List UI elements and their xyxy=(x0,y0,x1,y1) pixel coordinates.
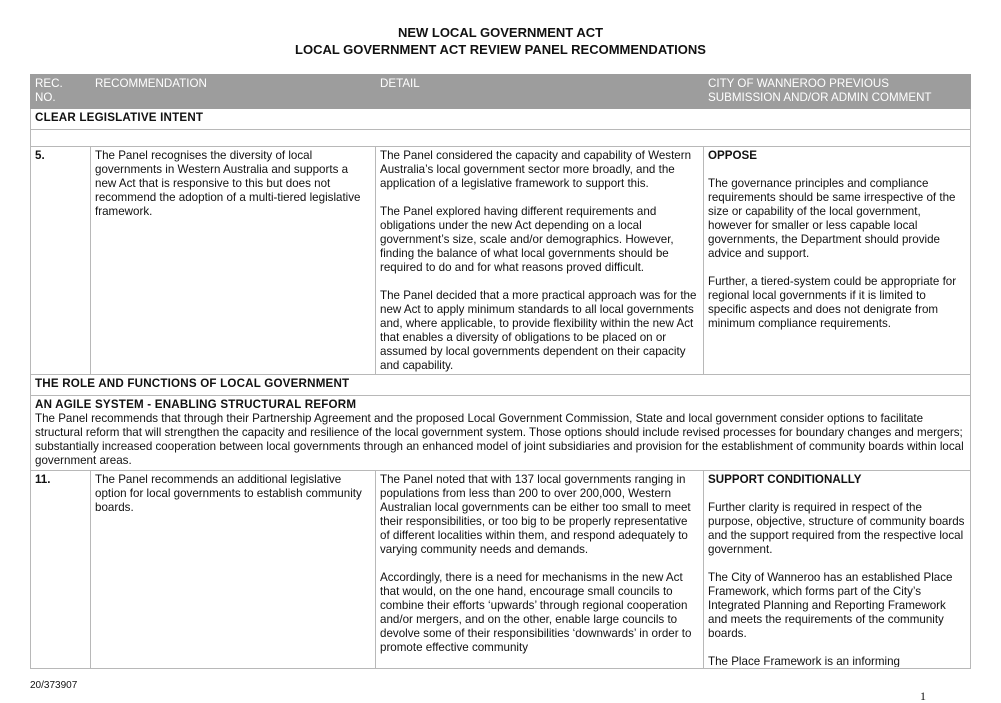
position-label: OPPOSE xyxy=(708,149,757,162)
comment-cell-clip xyxy=(708,473,965,667)
header-comment-line2: SUBMISSION AND/OR ADMIN COMMENT xyxy=(708,91,932,104)
document-subtitle: LOCAL GOVERNMENT ACT REVIEW PANEL RECOMMENDATIONS xyxy=(295,42,706,57)
table-row-rec-11 xyxy=(31,471,971,669)
rec-number: 11. xyxy=(31,471,91,669)
detail-paragraph: The Panel explored having different requirements and obligations under the new Act depending on a local government’s size, scale and/or demographics. However, finding the balance of what local governments should be required to do and for what reasons proved difficult. xyxy=(380,205,674,274)
header-detail: DETAIL xyxy=(376,75,704,109)
table-row-rec-5 xyxy=(31,147,971,375)
header-recommendation: RECOMMENDATION xyxy=(91,75,376,109)
recommendations-table xyxy=(30,74,971,669)
comment-paragraph: The Place Framework is an informing xyxy=(708,655,901,667)
header-rec-no xyxy=(31,75,91,109)
detail-paragraph: Accordingly, there is a need for mechanisms in the new Act that would, on the one hand, encourage small councils to combine their efforts ‘upwards’ through regional cooperation and/or mergers, and on the other, enable large councils to devolve some of their responsibilities ‘downwards’ in order to promote effective community xyxy=(380,571,692,654)
header-rec-no-line1: REC. xyxy=(35,77,63,90)
section-block xyxy=(31,396,971,471)
section-row-agile-system xyxy=(31,396,971,471)
document-title: NEW LOCAL GOVERNMENT ACT xyxy=(397,25,604,40)
header-comment-line1: CITY OF WANNEROO PREVIOUS xyxy=(708,77,890,90)
detail-paragraph: The Panel considered the capacity and capability of Western Australia’s local government sector more broadly, and the application of a legislative framework to support this. xyxy=(380,149,692,190)
rec-number: 5. xyxy=(31,147,91,375)
page-number: 1 xyxy=(920,689,926,703)
recommendation-text: The Panel recognises the diversity of local governments in Western Australia and supports a new Act that is responsive to this but does not recommend the adoption of a multi-tiered legislative framework. xyxy=(91,147,376,375)
comment-paragraph: The governance principles and compliance requirements should be same irrespective of the size or capability of the local government, however for smaller or less capable local governments, the Department should provide advice and support. xyxy=(708,177,956,260)
detail-paragraph: The Panel noted that with 137 local governments ranging in populations from less than 200 to over 200,000, Western Australian local governments can be either too small to meet their responsibilities, or too big to be properly representative of different localities within them, and respond adequately to varying community needs and demands. xyxy=(380,473,691,556)
blank-row xyxy=(31,130,971,147)
recommendation-text: The Panel recommends an additional legislative option for local governments to establish community boards. xyxy=(91,471,376,669)
comment-paragraph: Further, a tiered-system could be appropriate for regional local governments if it is limited to specific aspects and does not denigrate from minimum compliance requirements. xyxy=(708,275,957,330)
header-comment xyxy=(704,75,971,109)
section-row-clear-legislative-intent xyxy=(31,109,971,130)
document-reference: 20/373907 xyxy=(30,680,78,691)
comment-cell xyxy=(704,471,971,669)
section-heading: CLEAR LEGISLATIVE INTENT xyxy=(31,109,971,130)
header-rec-no-line2: NO. xyxy=(35,91,56,104)
blank-cell xyxy=(31,130,971,147)
detail-cell xyxy=(376,471,704,669)
section-row-role-and-functions xyxy=(31,375,971,396)
position-label: SUPPORT CONDITIONALLY xyxy=(708,473,862,486)
detail-cell xyxy=(376,147,704,375)
section-heading: THE ROLE AND FUNCTIONS OF LOCAL GOVERNMENT xyxy=(31,375,971,396)
section-intro-text: The Panel recommends that through their Partnership Agreement and the proposed Local Government Commission, State and local government consider options to facilitate structural reform that will strengthen the capacity and resilience of the local government system. Those options should include revised processes for boundary changes and mergers; substantially increased cooperation between local governments through an enhanced model of joint subsidiaries and provision for the establishment of community boards within local government areas. xyxy=(35,412,964,467)
comment-paragraph: Further clarity is required in respect of the purpose, objective, structure of community boards and the support required from the respective local government. xyxy=(708,501,965,556)
comment-paragraph: The City of Wanneroo has an established Place Framework, which forms part of the City’s Integrated Planning and Reporting Framework and meets the requirements of the community boards. xyxy=(708,571,953,640)
comment-cell xyxy=(704,147,971,375)
section-heading: AN AGILE SYSTEM - ENABLING STRUCTURAL REFORM xyxy=(35,398,357,411)
detail-paragraph: The Panel decided that a more practical approach was for the new Act to apply minimum standards to all local governments and, where applicable, to provide flexibility within the new Act that enables a diversity of obligations to be placed on or assumed by local governments dependent on their capacity and capability. xyxy=(380,289,697,372)
table-header-row xyxy=(31,75,971,109)
detail-cell-clip xyxy=(380,473,698,667)
